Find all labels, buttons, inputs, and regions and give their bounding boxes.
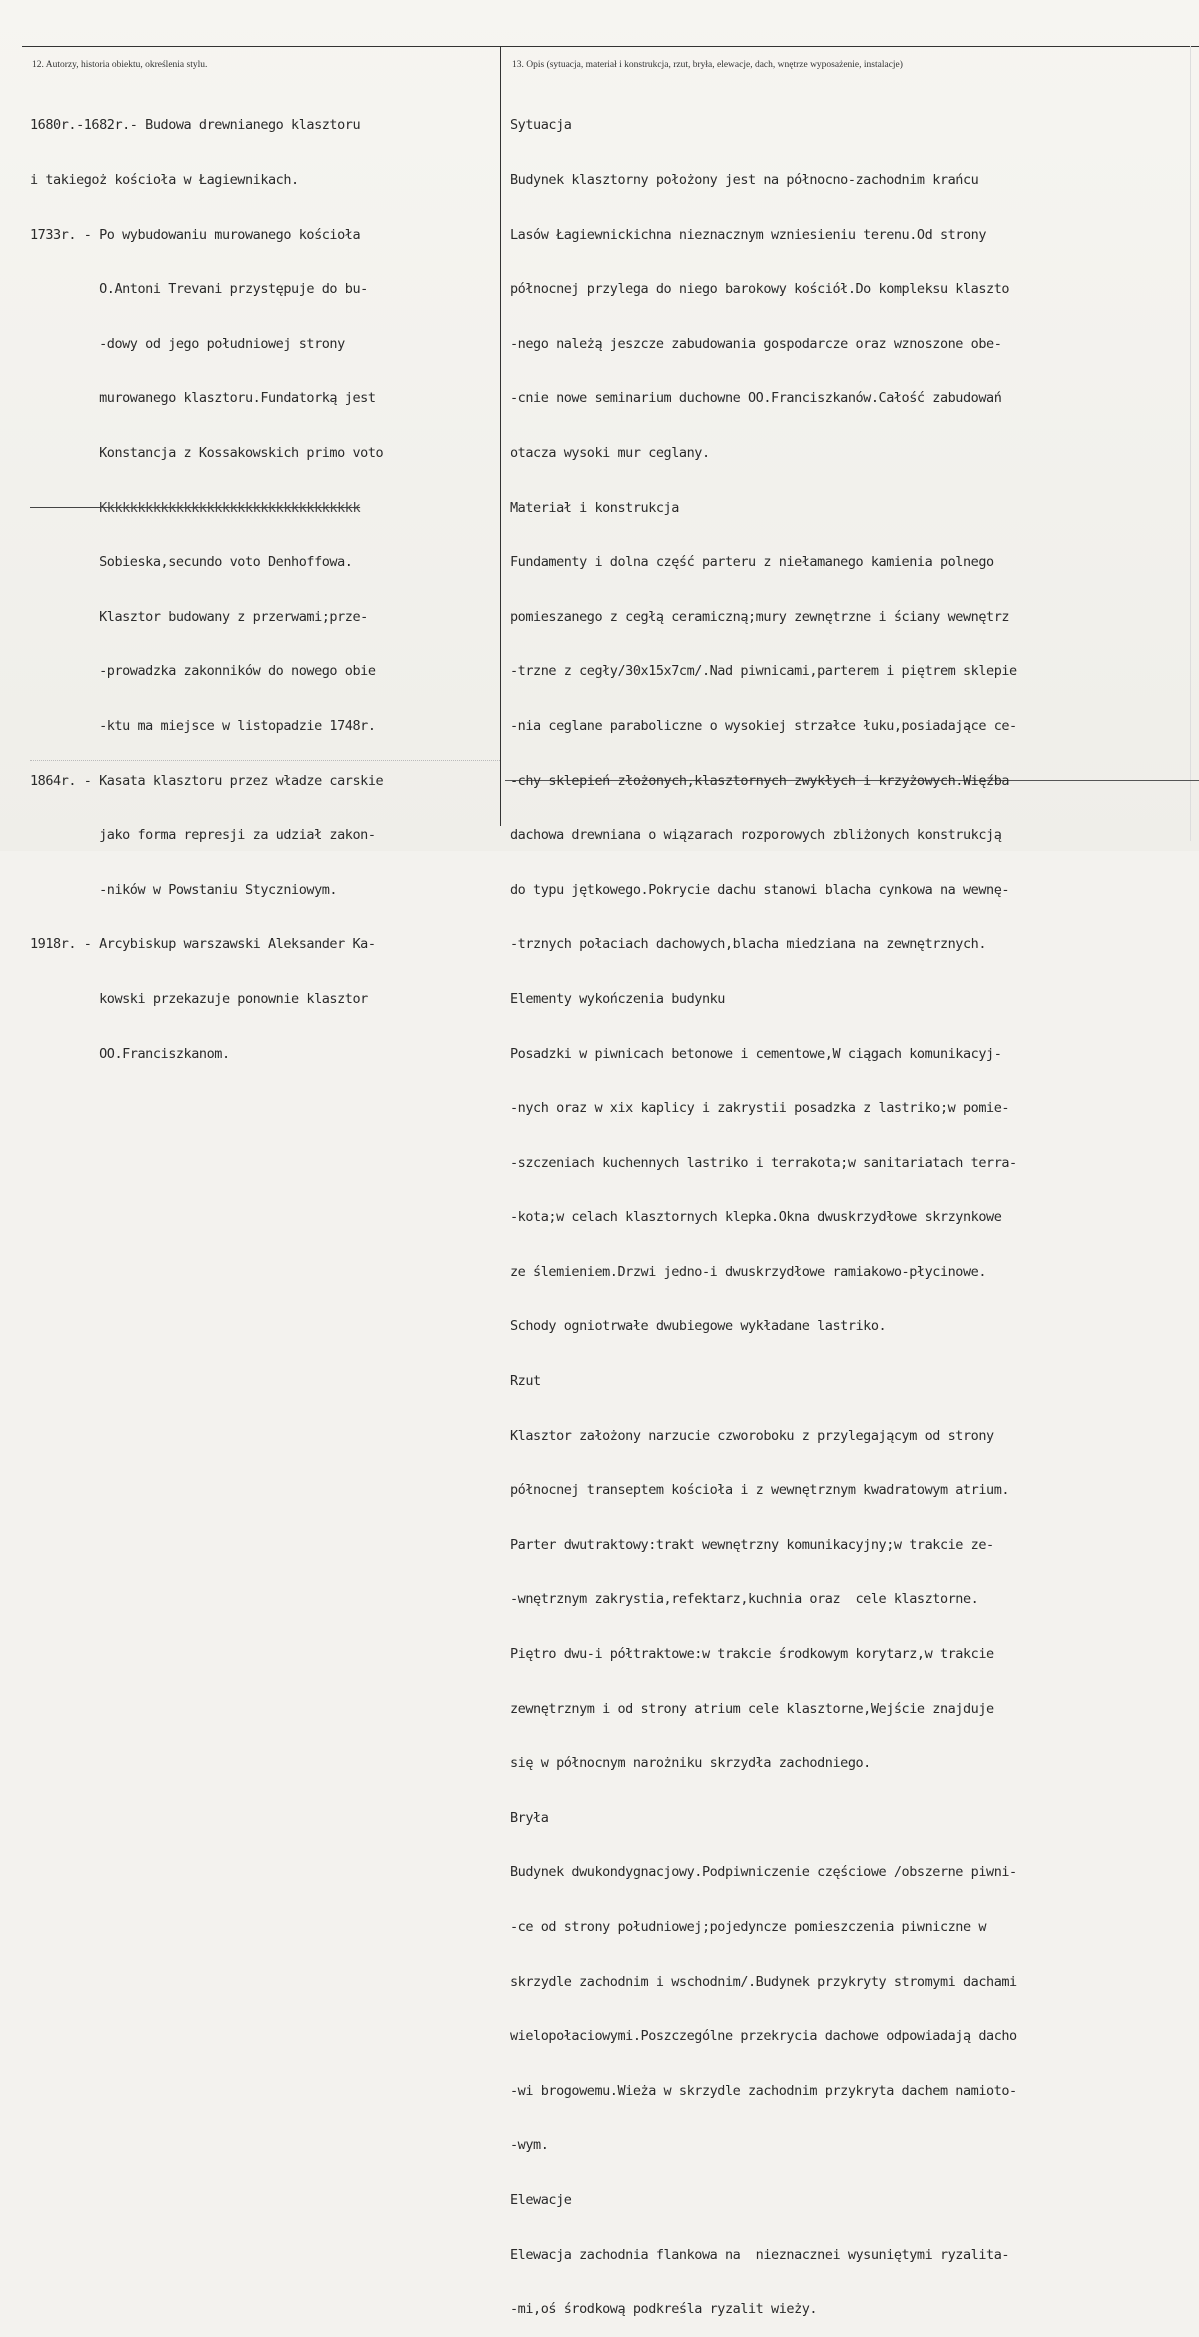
- text-line: -ce od strony południowej;pojedyncze pomieszczenia piwniczne w: [510, 1919, 987, 1935]
- text-line: 1733r. - Po wybudowaniu murowanego kościoła: [30, 226, 361, 243]
- right-column-text: [510, 80, 1199, 2337]
- text-line: Parter dwutraktowy:trakt wewnętrzny komunikacyjny;w trakcie ze-: [510, 1536, 994, 1553]
- text-line: ze ślemieniem.Drzwi jedno-i dwuskrzydłowe ramiakowo-płycinowe.: [510, 1263, 987, 1280]
- text-line: -szczeniach kuchennych lastriko i terrakota;w sanitariatach terra-: [510, 1154, 1017, 1171]
- text-line: Budynek dwukondygnacjowy.Podpiwniczenie częściowe /obszerne piwni-: [510, 1864, 1017, 1881]
- text-line: północnej przylega do niego barokowy kościół.Do kompleksu klaszto: [510, 281, 1010, 298]
- text-line: skrzydle zachodnim i wschodnim/.Budynek przykryty stromymi dachami: [510, 1973, 1017, 1990]
- text-line: otacza wysoki mur ceglany.: [510, 444, 710, 461]
- text-line: i takiegoż kościoła w Łagiewnikach.: [30, 172, 299, 188]
- text-line: zewnętrznym i od strony atrium cele klasztorne,Wejście znajduje: [510, 1700, 994, 1717]
- text-line: -chy sklepień złożonych,klasztornych zwykłych i krzyżowych.Więźba: [510, 772, 1010, 789]
- text-line: -mi,oś środkową podkreśla ryzalit wieży.: [510, 2301, 818, 2318]
- text-line: Schody ogniotrwałe dwubiegowe wykładane lastriko.: [510, 1318, 887, 1335]
- text-line: O.Antoni Trevani przystępuje do bu-: [30, 281, 368, 298]
- section-heading-rzut: Rzut: [510, 1373, 541, 1390]
- text-line: -nia ceglane paraboliczne o wysokiej strzałce łuku,posiadające ce-: [510, 717, 1017, 734]
- text-line: -cnie nowe seminarium duchowne OO.Franciszkanów.Całość zabudowań: [510, 390, 1002, 407]
- text-line: Elewacja zachodnia flankowa na nieznacznei wysuniętymi ryzalita-: [510, 2246, 1010, 2263]
- text-line: -nego należą jeszcze zabudowania gospodarcze oraz wznoszone obe-: [510, 335, 1002, 352]
- text-line: Piętro dwu-i półtraktowe:w trakcie środkowym korytarz,w trakcie: [510, 1646, 994, 1663]
- text-line: kowski przekazuje ponownie klasztor: [30, 990, 368, 1007]
- section-heading-elewacje: Elewacje: [510, 2191, 572, 2208]
- text-line: dachowa drewniana o wiązarach rozporowych zbliżonych konstrukcją: [510, 827, 1002, 844]
- section-heading-elementy: Elementy wykończenia budynku: [510, 990, 725, 1007]
- text-line: murowanego klasztoru.Fundatorką jest: [30, 390, 376, 407]
- text-line: -wym.: [510, 2137, 549, 2154]
- text-line: -wnętrznym zakrystia,refektarz,kuchnia oraz cele klasztorne.: [510, 1591, 979, 1608]
- text-line: Fundamenty i dolna część parteru z niełamanego kamienia polnego: [510, 554, 994, 571]
- text-line: Sobieska,secundo voto Denhoffowa.: [30, 554, 353, 571]
- column-divider: [500, 46, 501, 826]
- section-heading-bryla: Bryła: [510, 1809, 549, 1826]
- text-line: Klasztor budowany z przerwami;prze-: [30, 608, 368, 625]
- struck-text-line: Kkkkkkkkkkkkkkkkkkkkkkkkkkkkkkkkkk: [30, 499, 361, 516]
- text-line: -wi brogowemu.Wieża w skrzydle zachodnim przykryta dachem namioto-: [510, 2082, 1017, 2099]
- section-heading-material: Materiał i konstrukcja: [510, 499, 679, 516]
- text-line: północnej transeptem kościoła i z wewnętrznym kwadratowym atrium.: [510, 1482, 1010, 1499]
- text-line: 1864r. - Kasata klasztoru przez władze carskie: [30, 772, 384, 789]
- left-column-heading: 12. Autorzy, historia obiektu, określenia stylu.: [32, 60, 208, 70]
- text-line: -kota;w celach klasztornych klepka.Okna dwuskrzydłowe skrzynkowe: [510, 1209, 1002, 1226]
- text-line: Klasztor założony narzucie czworoboku z przylegającym od strony: [510, 1427, 994, 1444]
- left-column-text: [30, 80, 500, 1081]
- text-line: -ktu ma miejsce w listopadzie 1748r.: [30, 717, 376, 734]
- text-line: -ników w Powstaniu Styczniowym.: [30, 881, 338, 898]
- text-line: pomieszanego z cegłą ceramiczną;mury zewnętrzne i ściany wewnętrz: [510, 608, 1010, 625]
- text-line: -dowy od jego południowej strony: [30, 335, 345, 352]
- section-heading-sytuacja: Sytuacja: [510, 117, 572, 134]
- top-border-line: [22, 46, 1199, 47]
- text-line: -prowadzka zakonników do nowego obie: [30, 663, 376, 680]
- text-line: -trzne z cegły/30x15x7cm/.Nad piwnicami,parterem i piętrem sklepie: [510, 663, 1017, 680]
- text-line: Konstancja z Kossakowskich primo voto: [30, 444, 384, 461]
- text-line: Budynek klasztorny położony jest na północno-zachodnim krańcu: [510, 172, 979, 188]
- text-line: Posadzki w piwnicach betonowe i cementowe,W ciągach komunikacyj-: [510, 1045, 1002, 1062]
- right-column-heading: 13. Opis (sytuacja, materiał i konstrukcja, rzut, bryła, elewacje, dach, wnętrze wyposażenie, instalacje): [512, 60, 903, 70]
- text-line: wielopołaciowymi.Poszczególne przekrycia dachowe odpowiadają dacho: [510, 2028, 1017, 2045]
- text-line: 1680r.-1682r.- Budowa drewnianego klasztoru: [30, 117, 361, 134]
- text-line: -trznych połaciach dachowych,blacha miedziana na zewnętrznych.: [510, 936, 987, 953]
- text-line: 1918r. - Arcybiskup warszawski Aleksander Ka-: [30, 936, 376, 953]
- text-line: do typu jętkowego.Pokrycie dachu stanowi blacha cynkowa na wewnę-: [510, 881, 1010, 898]
- text-line: OO.Franciszkanom.: [30, 1045, 230, 1062]
- text-line: się w północnym narożniku skrzydła zachodniego.: [510, 1755, 871, 1772]
- text-line: jako forma represji za udział zakon-: [30, 827, 376, 844]
- text-line: -nych oraz w xix kaplicy i zakrystii posadzka z lastriko;w pomie-: [510, 1100, 1010, 1117]
- text-line: Lasów Łagiewnickichna nieznacznym wzniesieniu terenu.Od strony: [510, 226, 987, 243]
